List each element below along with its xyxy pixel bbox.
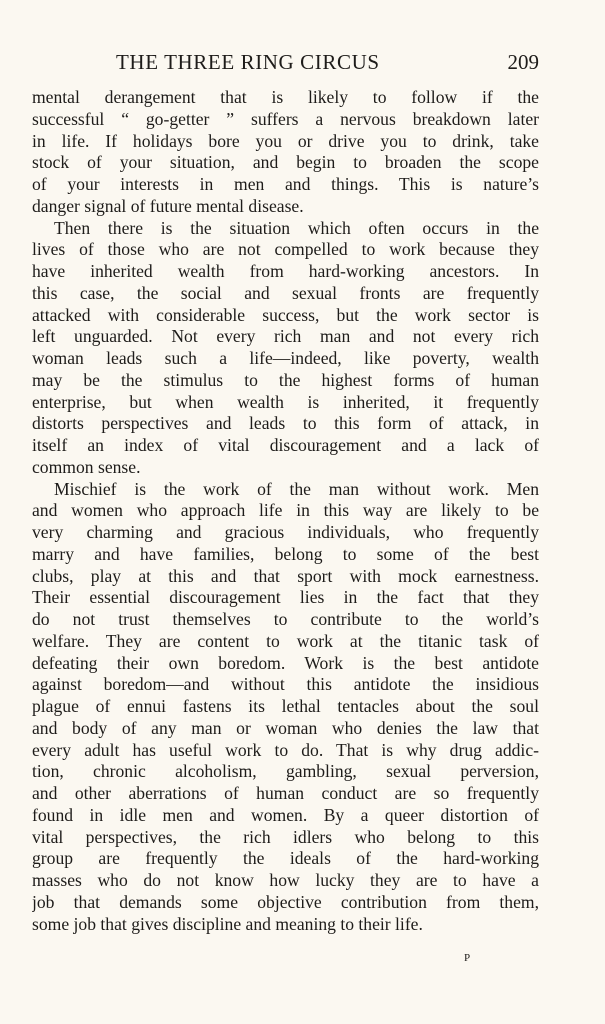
text-line: mental derangement that is likely to follow if the (32, 87, 539, 107)
text-line: distorts perspectives and leads to this form of attack, in (32, 413, 539, 434)
text-line: do not trust themselves to contribute to the world’s (32, 609, 539, 629)
text-line: tion, chronic alcoholism, gambling, sexual perversion, (32, 761, 539, 782)
text-line: this case, the social and sexual fronts are frequently (32, 282, 539, 303)
text-line: every adult has useful work to do. That is why drug addic- (32, 739, 539, 760)
text-line: have inherited wealth from hard-working ancestors. In (32, 261, 539, 281)
text-line: found in idle men and women. By a queer distortion of (32, 804, 539, 825)
text-line: successful “ go-getter ” suffers a nervous breakdown later (32, 108, 539, 129)
page-number: 209 (507, 50, 539, 74)
text-line: group are frequently the ideals of the hard-working (32, 848, 539, 869)
text-line: marry and have families, belong to some of the best (32, 543, 539, 564)
text-line: job that demands some objective contribution from them, (32, 891, 539, 912)
text-line: and body of any man or woman who denies the law that (32, 717, 539, 738)
text-line: Then there is the situation which often occurs in the (54, 217, 539, 238)
text-line: enterprise, but when wealth is inherited, it frequently (32, 391, 539, 412)
text-line: very charming and gracious individuals, who frequently (32, 522, 539, 542)
text-line: some job that gives discipline and meaning to their life. (32, 913, 423, 934)
text-line: clubs, play at this and that sport with mock earnestness. (32, 565, 539, 586)
text-line: left unguarded. Not every rich man and not every rich (32, 326, 539, 347)
running-title: THE THREE RING CIRCUS (116, 50, 380, 74)
text-line: of your interests in men and things. This is nature’s (32, 174, 539, 194)
text-line: lives of those who are not compelled to work because they (32, 239, 539, 260)
text-line: welfare. They are content to work at the titanic task of (32, 630, 539, 651)
text-line: and other aberrations of human conduct are so frequently (32, 783, 539, 803)
text-line: vital perspectives, the rich idlers who belong to this (32, 826, 539, 847)
paragraph (32, 87, 539, 218)
text-line: plague of ennui fastens its lethal tentacles about the soul (32, 696, 539, 716)
text-line: woman leads such a life—indeed, like poverty, wealth (32, 348, 539, 368)
running-head (32, 50, 539, 78)
text-line: itself an index of vital discouragement and a lack of (32, 435, 539, 455)
signature-mark: P (464, 952, 471, 964)
text-line: defeating their own boredom. Work is the best antidote (32, 652, 539, 673)
text-line: attacked with considerable success, but the work sector is (32, 304, 539, 325)
body-text (32, 87, 539, 935)
text-line: against boredom—and without this antidote the insidious (32, 674, 539, 695)
text-line: and women who approach life in this way are likely to be (32, 500, 539, 521)
paragraph (32, 479, 539, 936)
text-line: masses who do not know how lucky they are to have a (32, 870, 539, 890)
text-line: Their essential discouragement lies in the fact that they (32, 587, 539, 608)
text-line: Mischief is the work of the man without work. Men (54, 478, 539, 499)
text-line: in life. If holidays bore you or drive you to drink, take (32, 130, 539, 151)
text-line: stock of your situation, and begin to broaden the scope (32, 152, 539, 173)
text-line: may be the stimulus to the highest forms of human (32, 369, 539, 390)
paragraph (32, 218, 539, 479)
text-line: danger signal of future mental disease. (32, 195, 304, 216)
text-line: common sense. (32, 456, 141, 477)
